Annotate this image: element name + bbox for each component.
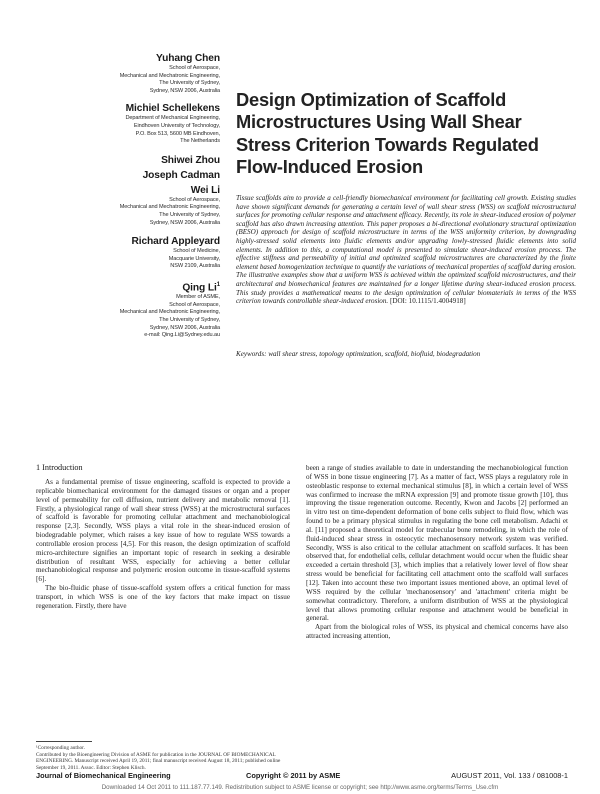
- author-affiliation: Member of ASME, School of Aerospace, Mechanical and Mechatronic Engineering, The University of Sydney, Sydney, NSW 2006, Australia e-mail: Qing.Li@Sydney.edu.au: [70, 294, 220, 340]
- section-heading: 1 Introduction: [36, 463, 83, 472]
- paragraph: The bio-fluidic phase of tissue-scaffold system offers a critical function for mass transport, in which WSS is one of the key factors that make impact on tissue regeneration. Firstly, there have: [36, 584, 290, 610]
- author-affiliation: School of Medicine, Macquarie University, NSW 2109, Australia: [168, 248, 220, 270]
- contribution-note: Contributed by the Bioengineering Division of ASME for publication in the JOURNAL OF BIOMECHANICAL ENGINEERING. Manuscript received April 19, 2011; final manuscript received August 18, 2011; published online September 19, 2011. Assoc. Editor: Stephen Klisch.: [36, 751, 281, 771]
- author-block: [70, 279, 220, 340]
- download-notice: Downloaded 14 Oct 2011 to 111.187.77.149. Redistribution subject to ASME license or copyright; see http://www.asme.org/terms/Terms_Use.cfm: [101, 784, 499, 791]
- copyright: Copyright © 2011 by ASME: [246, 771, 341, 780]
- paper-title: Design Optimization of Scaffold Microstructures Using Wall Shear Stress Criterion Towards Regulated Flow-Induced Erosion: [236, 89, 539, 178]
- paragraph: been a range of studies available to date in understanding the mechanobiological function of WSS in bone tissue engineering [7]. As a matter of fact, WSS plays a regulatory role in osteoblastic response to external mechanical stimulus [8], in which a certain level of WSS was confirmed to increase the mRNA expression [9] and promote tissue growth [10], thus improving the tissue regeneration outcome. Recently, Kwon and Jacobs [2] performed an in vitro test on time-dependent deformation of bone cells subject to fluid flow, which was found to be a primary physical stimulus in regulating the bone cell metabolism. Adachi et al. [11] proposed a theoretical model for trabecular bone remodeling, in which the role of fluid-induced shear stress in osteocytic mechanosensory network system was verified. Secondly, WSS is also critical to the cellular attachment on scaffold surfaces. It has been observed that, for endothelial cells, cellular detachment would occur when the fluidic shear exceeded a certain threshold [3], which implies that a relatively lower level of flow shear stress would be beneficial for facilitating cell attachment onto the scaffold wall surfaces [12]. Taken into account these two important issues mentioned above, an optimal level of WSS required by the cellular 'mechanosensory' and 'attachment' criteria might be somewhat contradictory. Therefore, a uniform distribution of WSS at the physiological level that allows promoting cellular response and attachment would be beneficial in general.: [306, 464, 568, 623]
- author-email[interactable]: e-mail: Qing.Li@Sydney.edu.au: [144, 332, 220, 339]
- author-block: [70, 52, 220, 95]
- paragraph: Apart from the biological roles of WSS, its physical and chemical concerns have also attracted increasing attention,: [306, 623, 568, 641]
- author-block: [70, 169, 220, 182]
- author-affiliation: Department of Mechanical Engineering, Eindhoven University of Technology, P.O. Box 513, 5600 MB Eindhoven, The Netherlands: [125, 115, 220, 145]
- author-name: Yuhang Chen: [156, 53, 220, 64]
- author-name: Shiwei Zhou: [161, 154, 220, 166]
- paragraph: As a fundamental premise of tissue engineering, scaffold is expected to provide a replicable biomechanical environment for the damaged tissues or organ and a proper level of permeability for cell diffusion, nutrient delivery and metabolic removal [1]. Firstly, a physiological range of wall shear stress (WSS) at the microstructural surfaces of scaffold is favorable for promoting cellular attachment and mechanobiological response [2,3]. Secondly, WSS plays a vital role in the shear-induced erosion of biodegradable polymer, which raises a key issue of how to regulate WSS towards a controllable erosion process [4,5]. For this reason, the design optimization of scaffold micro-architecture signifies an important topic of research in seeking a desirable distribution of resultant WSS, especially for achieving a better cellular mechanobiological response and polymeric erosion outcome in tissue-scaffold systems [6].: [36, 478, 290, 584]
- body-column-right: [306, 464, 568, 641]
- abstract: [236, 194, 576, 306]
- author-block: [70, 154, 220, 167]
- author-name: Richard Appleyard: [131, 236, 220, 248]
- issue-info: AUGUST 2011, Vol. 133 / 081008-1: [451, 771, 568, 780]
- author-block: [70, 102, 220, 145]
- author-name: Joseph Cadman: [142, 169, 220, 181]
- body-column-left: [36, 478, 290, 611]
- author-name: Michiel Schellekens: [125, 103, 220, 115]
- author-list: [70, 52, 220, 347]
- author-block: [70, 235, 220, 271]
- author-affiliation: School of Aerospace, Mechanical and Mechatronic Engineering, The University of Sydney, Sydney, NSW 2006, Australia: [119, 65, 220, 94]
- footnote: [36, 745, 290, 771]
- journal-name: Journal of Biomechanical Engineering: [36, 771, 171, 780]
- author-name: Qing Li$^1$: [182, 281, 220, 294]
- corresponding-note: ¹Corresponding author.: [36, 745, 85, 751]
- abstract-text: Tissue scaffolds aim to provide a cell-friendly biomechanical environment for facilitating cell growth. Existing studies have shown significant demands for generating a certain level of wall shear stress (WSS) on scaffold microstructural surfaces for promoting cellular response and attachment efficacy. Recently, its role in shear-induced erosion of polymer scaffold has also drawn increasing attention. This paper proposes a bi-directional evolutionary structural optimization (BESO) approach for design of scaffold microstructure in terms of the WSS uniformity criterion, by downgrading highly-stressed solid elements into fluidic elements and/or upgrading lowly-stressed fluidic elements into solid elements. In addition to this, a computational model is presented to simulate shear-induced erosion process. The effective stiffness and permeability of initial and optimized scaffold microstructures are characterized by the finite element based homogenization technique to quantify the variations of mechanical properties of scaffold during erosion. The illustrative examples show that a uniform WSS is achieved within the optimized scaffold microstructures, and their architectural and biomechanical features are maintained for a longer lifetime during shear-induced erosion process. This study provides a mathematical means to the design optimization of cellular biomaterials in terms of the WSS criterion towards controllable shear-induced erosion.: [236, 194, 576, 306]
- author-name: Wei Li: [190, 184, 220, 196]
- footnote-divider: [36, 741, 92, 742]
- author-affiliation: School of Aerospace, Mechanical and Mechatronic Engineering, The University of Sydney, Sydney, NSW 2006, Australia: [119, 196, 220, 226]
- keywords: Keywords: wall shear stress, topology optimization, scaffold, biofluid, biodegradation: [236, 350, 481, 358]
- author-block: [70, 184, 220, 227]
- doi[interactable]: [DOI: 10.1115/1.4004918]: [389, 297, 466, 306]
